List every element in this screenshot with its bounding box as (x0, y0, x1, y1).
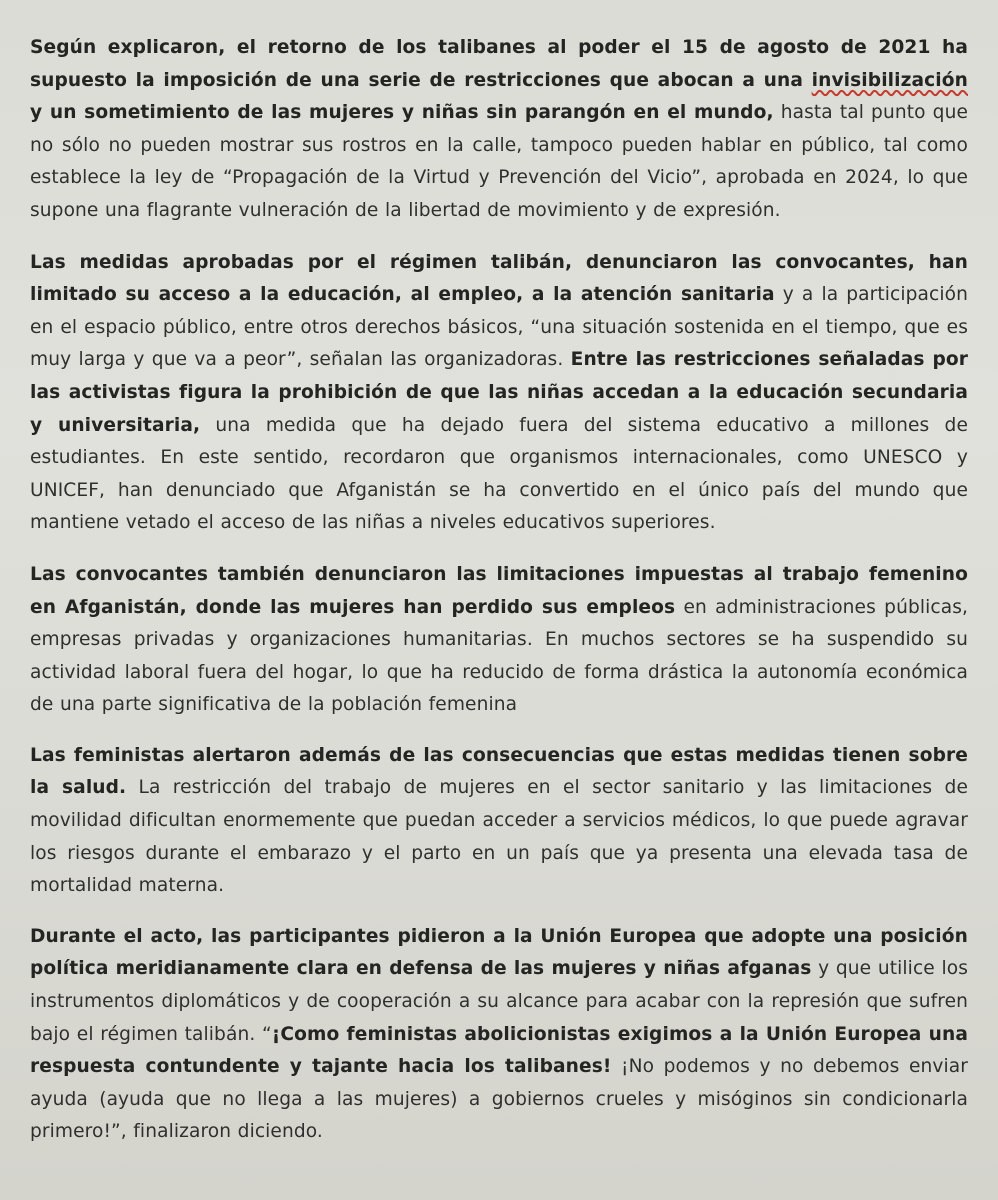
paragraph-4 (30, 740, 968, 903)
paragraph-1 (30, 32, 968, 228)
bold-phrase: Durante el acto, las participantes pidieron a la Unión Europea que adopte una posición política meridianamente clara en defensa de las mujeres y niñas afganas (30, 925, 968, 980)
body-text: La restricción del trabajo de mujeres en el sector sanitario y las limitaciones de movilidad dificultan enormemente que puedan acceder a servicios médicos, lo que puede agravar los riesgos durante el embarazo y el parto en un país que ya presenta una elevada tasa de mortalidad materna. (30, 777, 968, 897)
bold-phrase: Las medidas aprobadas por el régimen talibán, denunciaron las convocantes, han limitado su acceso a la educación, al empleo, a la atención sanitaria (30, 251, 968, 306)
body-text: y que utilice los instrumentos diplomáticos y de cooperación a su alcance para acabar con la represión que sufren bajo el régimen talibán. “ (30, 958, 968, 1045)
bold-phrase: Según explicaron, el retorno de los talibanes al poder el 15 de agosto de 2021 ha supuesto la imposición de una serie de restricciones que abocan a una (30, 37, 968, 91)
bold-phrase: Entre las restricciones señaladas por las activistas figura la prohibición de que las niñas accedan a la educación secundaria y universitaria, (30, 349, 968, 436)
body-text: en administraciones públicas, empresas privadas y organizaciones humanitarias. En muchos sectores se ha suspendido su actividad laboral fuera del hogar, lo que ha reducido de forma drástica la autonomía económica de una parte significativa de la población femenina (30, 596, 969, 716)
paragraph-3 (30, 559, 968, 722)
bold-quote: ¡Como feministas abolicionistas exigimos a la Unión Europea una respuesta contundente y tajante hacia los talibanes! (30, 1023, 968, 1078)
body-text: y a la participación en el espacio público, entre otros derechos básicos, “una situación sostenida en el tiempo, que es muy larga y que va a peor”, señalan las organizadoras. (30, 284, 968, 371)
paragraph-2 (30, 247, 968, 540)
body-text: ¡No podemos y no debemos enviar ayuda (ayuda que no llega a las mujeres) a gobiernos crueles y misóginos sin condicionarla primero!”, finalizaron diciendo. (30, 1056, 968, 1143)
body-text: hasta tal punto que no sólo no pueden mostrar sus rostros en la calle, tampoco pueden hablar en público, tal como establece la ley de “Propagación de la Virtud y Prevención del Vicio”, aprobada en 2024, lo que supone una flagrante vulneración de la libertad de movimiento y de expresión. (30, 102, 969, 221)
bold-phrase: Las feministas alertaron además de las consecuencias que estas medidas tienen sobre la salud. (30, 744, 968, 799)
document-page (30, 32, 968, 1166)
body-text: una medida que ha dejado fuera del sistema educativo a millones de estudiantes. En este sentido, recordaron que organismos internacionales, como UNESCO y UNICEF, han denunciado que Afganistán se ha convertido en el único país del mundo que mantiene vetado el acceso de las niñas a niveles educativos superiores. (30, 414, 968, 534)
spellcheck-flagged-word: invisibilización (811, 69, 968, 91)
bold-phrase: Las convocantes también denunciaron las limitaciones impuestas al trabajo femenino en Afganistán, donde las mujeres han perdido sus empleos (30, 563, 968, 618)
bold-phrase: y un sometimiento de las mujeres y niñas sin parangón en el mundo, (30, 102, 774, 124)
paragraph-5 (30, 921, 968, 1149)
